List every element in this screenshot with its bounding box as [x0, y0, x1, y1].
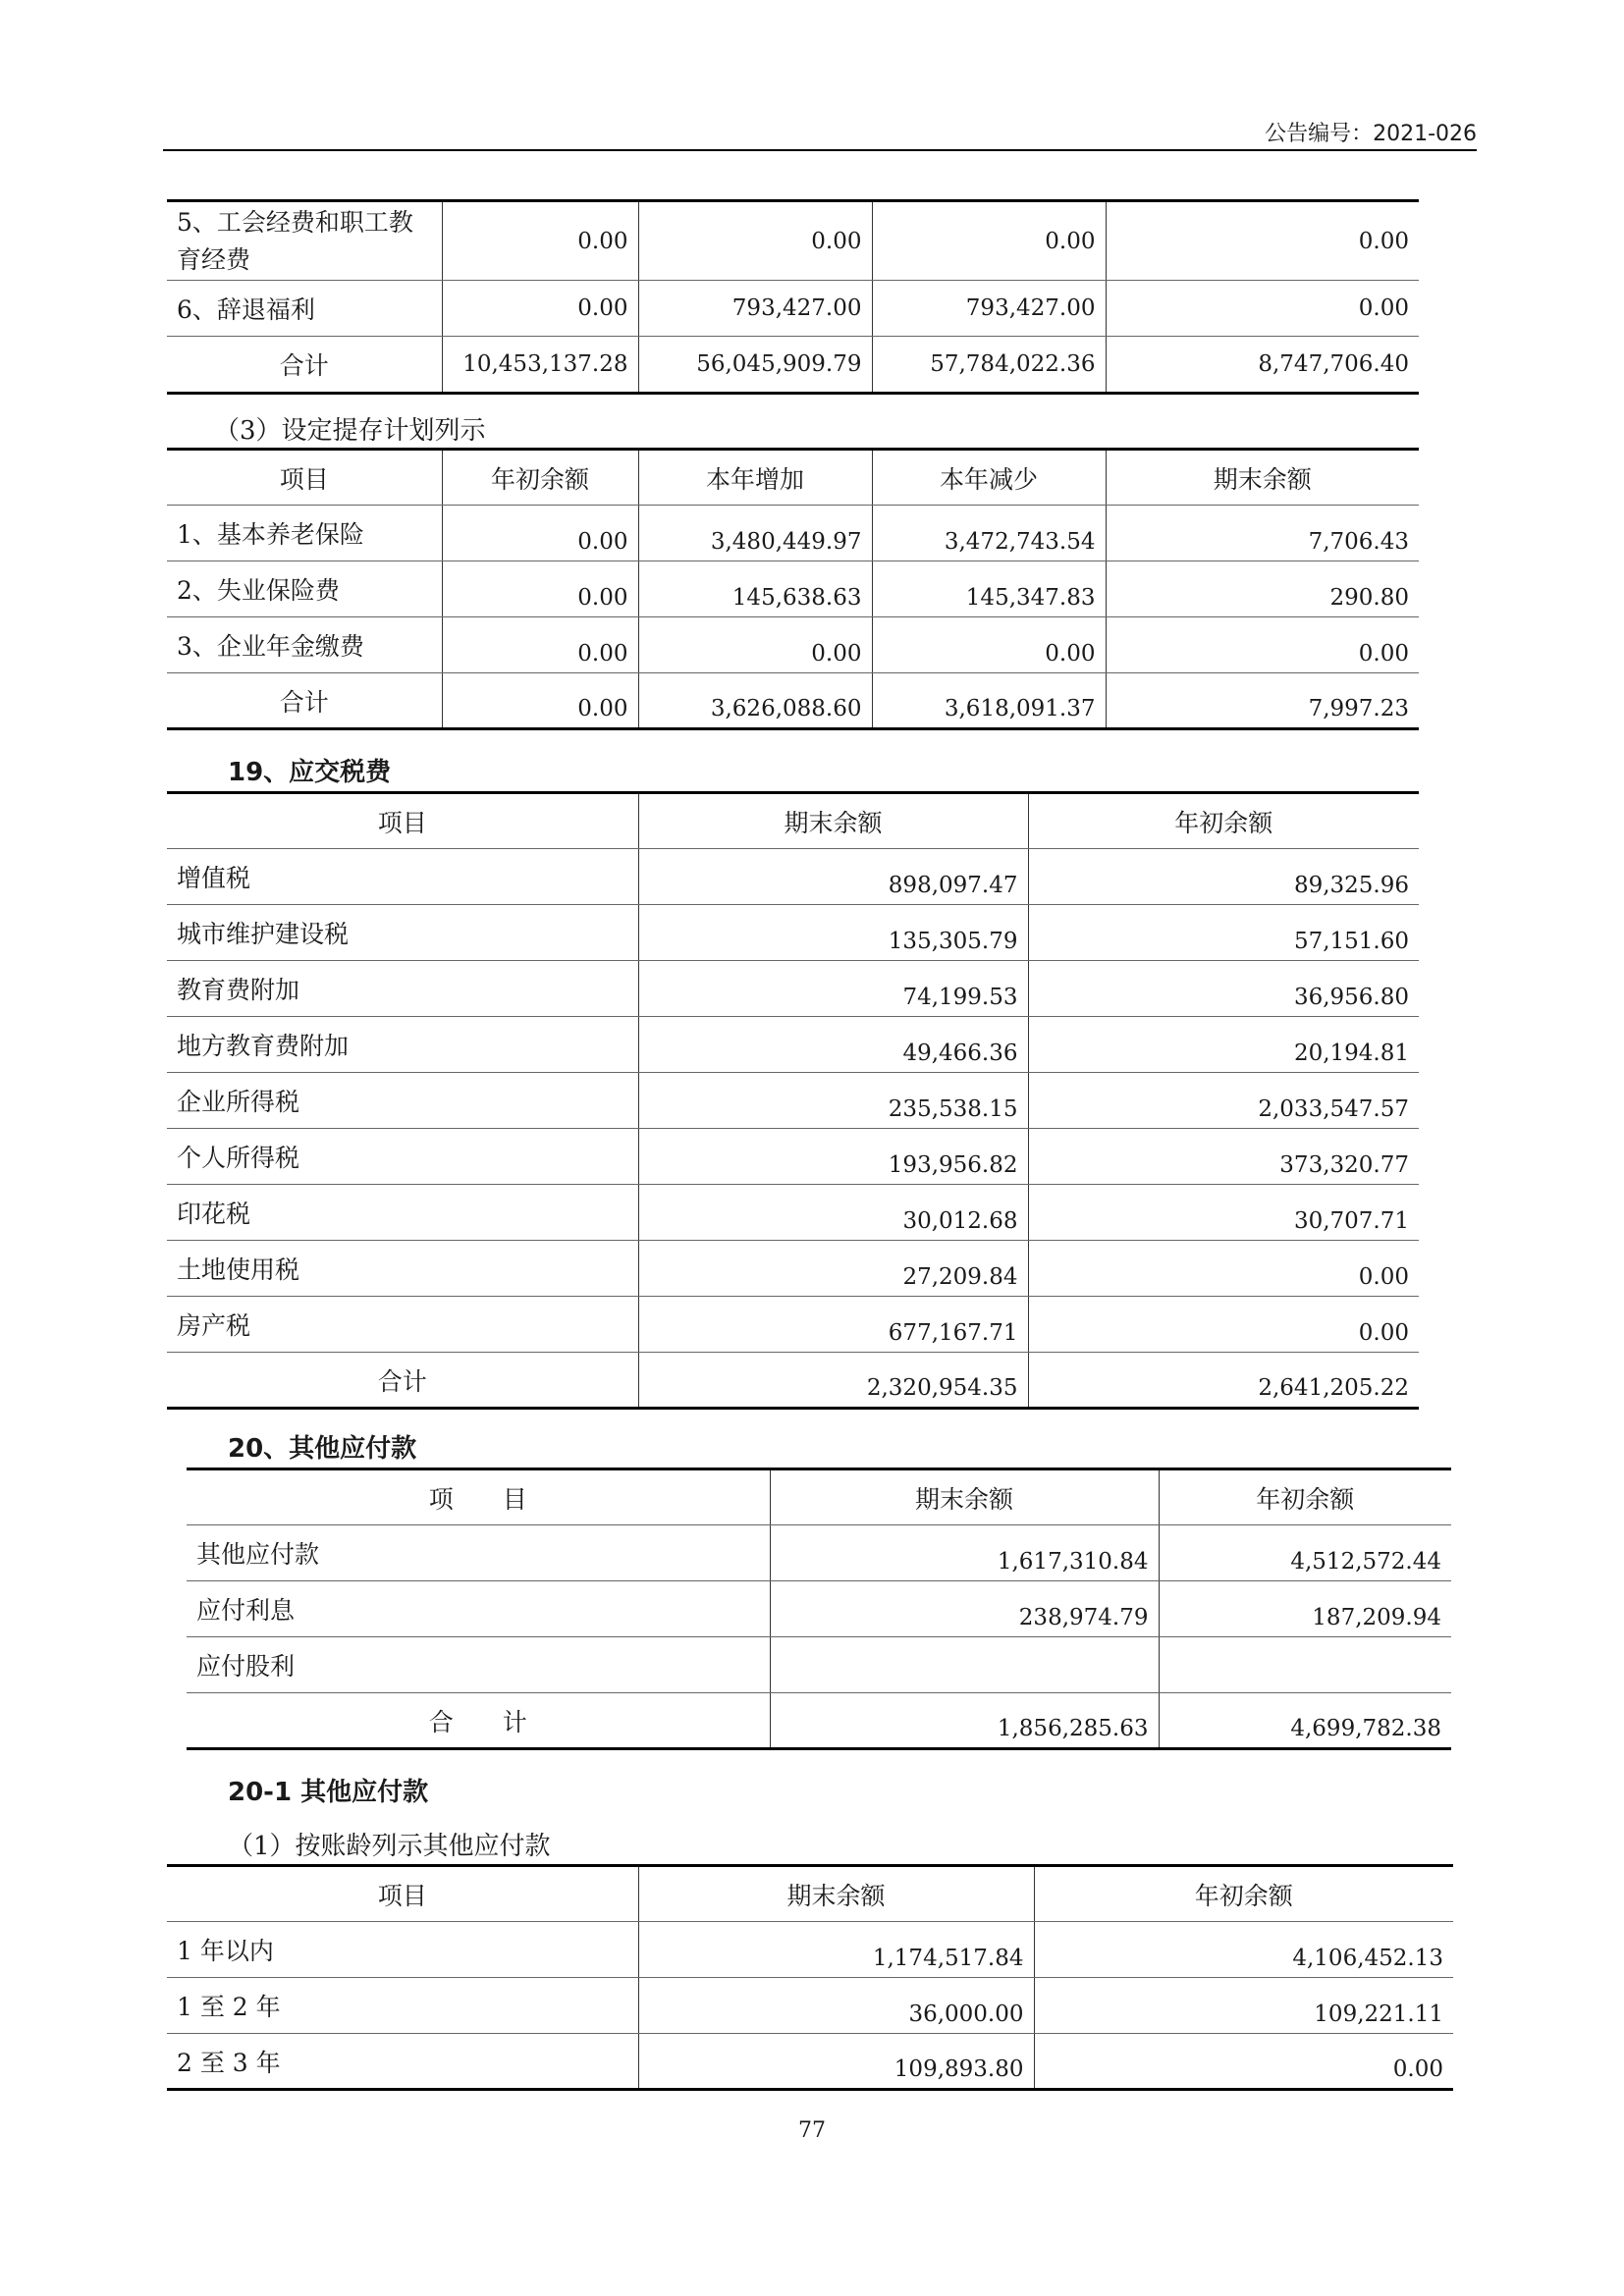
header-decrease: 本年减少: [872, 450, 1106, 506]
cell-increase: 0.00: [638, 201, 872, 281]
page-number: 77: [798, 2118, 826, 2143]
cell-end: 8,747,706.40: [1106, 337, 1419, 394]
cell-begin: 4,699,782.38: [1159, 1693, 1451, 1749]
section-title: （3）设定提存计划列示: [214, 416, 486, 446]
cell-end: 135,305.79: [638, 905, 1028, 961]
row-item: 合计: [167, 1353, 638, 1409]
cell-begin: 0.00: [1028, 1241, 1419, 1297]
row-item: 城市维护建设税: [167, 905, 638, 961]
table-row: [167, 1129, 1419, 1185]
cell-begin: 187,209.94: [1159, 1581, 1451, 1637]
row-item: 合计: [167, 673, 442, 729]
header-rule: [163, 149, 1477, 151]
defined-contribution-table: [167, 448, 1419, 730]
header-increase: 本年增加: [638, 450, 872, 506]
table-row: [167, 905, 1419, 961]
cell-end: 1,174,517.84: [638, 1922, 1034, 1978]
row-item: 合 计: [187, 1693, 770, 1749]
header-item: 项目: [167, 1866, 638, 1922]
table-row: [167, 2034, 1453, 2090]
section-title: 20、其他应付款: [228, 1434, 417, 1464]
cell-begin: 0.00: [442, 617, 638, 673]
table-row: [187, 1693, 1451, 1749]
table-row: [167, 1353, 1419, 1409]
table-row: [167, 849, 1419, 905]
header-end: 期末余额: [1106, 450, 1419, 506]
cell-end: 1,856,285.63: [770, 1693, 1159, 1749]
cell-decrease: 145,347.83: [872, 561, 1106, 617]
header-begin: 年初余额: [1028, 793, 1419, 849]
row-item: 2、失业保险费: [167, 561, 442, 617]
cell-end: 0.00: [1106, 281, 1419, 337]
table-row: [167, 281, 1419, 337]
cell-begin: 10,453,137.28: [442, 337, 638, 394]
cell-end: 677,167.71: [638, 1297, 1028, 1353]
table-row: [167, 1073, 1419, 1129]
cell-begin: 20,194.81: [1028, 1017, 1419, 1073]
row-item: 合计: [167, 337, 442, 394]
cell-begin: 30,707.71: [1028, 1185, 1419, 1241]
cell-begin: 0.00: [1034, 2034, 1453, 2090]
cell-end: 2,320,954.35: [638, 1353, 1028, 1409]
cell-increase: 793,427.00: [638, 281, 872, 337]
table-row: [167, 1185, 1419, 1241]
row-item: 应付利息: [187, 1581, 770, 1637]
table-row: [167, 1017, 1419, 1073]
header-begin: 年初余额: [442, 450, 638, 506]
cell-increase: 145,638.63: [638, 561, 872, 617]
header-begin: 年初余额: [1034, 1866, 1453, 1922]
row-item: 3、企业年金缴费: [167, 617, 442, 673]
table-header-row: [187, 1469, 1451, 1525]
header-item: 项目: [167, 793, 638, 849]
cell-begin: 0.00: [442, 673, 638, 729]
table-row: [167, 561, 1419, 617]
other-payables-table: [187, 1468, 1451, 1750]
cell-end: 238,974.79: [770, 1581, 1159, 1637]
cell-increase: 0.00: [638, 617, 872, 673]
row-item: 土地使用税: [167, 1241, 638, 1297]
cell-end: 1,617,310.84: [770, 1525, 1159, 1581]
row-item: 企业所得税: [167, 1073, 638, 1129]
cell-decrease: 3,472,743.54: [872, 506, 1106, 561]
cell-end: 36,000.00: [638, 1978, 1034, 2034]
cell-begin: 0.00: [442, 201, 638, 281]
employee-compensation-table-continued: [167, 199, 1419, 395]
cell-decrease: 3,618,091.37: [872, 673, 1106, 729]
cell-decrease: 0.00: [872, 617, 1106, 673]
cell-end: 49,466.36: [638, 1017, 1028, 1073]
row-item: 个人所得税: [167, 1129, 638, 1185]
table-row: [167, 201, 1419, 281]
cell-begin: [1159, 1637, 1451, 1693]
cell-end: 27,209.84: [638, 1241, 1028, 1297]
row-item: 其他应付款: [187, 1525, 770, 1581]
cell-begin: 0.00: [1028, 1297, 1419, 1353]
cell-end: 74,199.53: [638, 961, 1028, 1017]
row-item: 应付股利: [187, 1637, 770, 1693]
cell-decrease: 57,784,022.36: [872, 337, 1106, 394]
cell-begin: 2,641,205.22: [1028, 1353, 1419, 1409]
table-header-row: [167, 793, 1419, 849]
row-item: 1、基本养老保险: [167, 506, 442, 561]
row-item: 2 至 3 年: [167, 2034, 638, 2090]
table-row: [187, 1525, 1451, 1581]
row-item: 教育费附加: [167, 961, 638, 1017]
cell-begin: 36,956.80: [1028, 961, 1419, 1017]
cell-increase: 56,045,909.79: [638, 337, 872, 394]
table-row: [167, 506, 1419, 561]
cell-begin: 0.00: [442, 281, 638, 337]
cell-end: 0.00: [1106, 617, 1419, 673]
cell-end: 109,893.80: [638, 2034, 1034, 2090]
cell-end: 7,997.23: [1106, 673, 1419, 729]
cell-begin: 89,325.96: [1028, 849, 1419, 905]
cell-begin: 4,512,572.44: [1159, 1525, 1451, 1581]
header-end: 期末余额: [638, 793, 1028, 849]
cell-increase: 3,480,449.97: [638, 506, 872, 561]
section-title: 19、应交税费: [228, 758, 392, 787]
row-item: 1 至 2 年: [167, 1978, 638, 2034]
table-row: [187, 1581, 1451, 1637]
row-item: 1 年以内: [167, 1922, 638, 1978]
cell-begin: 0.00: [442, 506, 638, 561]
row-item: 地方教育费附加: [167, 1017, 638, 1073]
cell-end: 7,706.43: [1106, 506, 1419, 561]
cell-end: 193,956.82: [638, 1129, 1028, 1185]
taxes-payable-table: [167, 791, 1419, 1410]
cell-end: 235,538.15: [638, 1073, 1028, 1129]
row-item: 增值税: [167, 849, 638, 905]
section-title: 20-1 其他应付款: [228, 1778, 429, 1807]
cell-end: 290.80: [1106, 561, 1419, 617]
table-row: [187, 1637, 1451, 1693]
cell-begin: 109,221.11: [1034, 1978, 1453, 2034]
table-row: [167, 337, 1419, 394]
row-item: 5、工会经费和职工教育经费: [167, 201, 442, 281]
table-row: [167, 617, 1419, 673]
cell-begin: 57,151.60: [1028, 905, 1419, 961]
document-number: 公告编号：2021-026: [1265, 122, 1477, 146]
header-item: 项目: [167, 450, 442, 506]
table-row: [167, 1241, 1419, 1297]
table-row: [167, 1922, 1453, 1978]
header-item: 项 目: [187, 1469, 770, 1525]
table-row: [167, 673, 1419, 729]
cell-increase: 3,626,088.60: [638, 673, 872, 729]
cell-begin: 2,033,547.57: [1028, 1073, 1419, 1129]
cell-decrease: 0.00: [872, 201, 1106, 281]
table-header-row: [167, 450, 1419, 506]
cell-end: 0.00: [1106, 201, 1419, 281]
cell-begin: 0.00: [442, 561, 638, 617]
table-row: [167, 1978, 1453, 2034]
row-item: 6、辞退福利: [167, 281, 442, 337]
table-row: [167, 1297, 1419, 1353]
row-item: 印花税: [167, 1185, 638, 1241]
header-end: 期末余额: [638, 1866, 1034, 1922]
row-item: 房产税: [167, 1297, 638, 1353]
cell-end: [770, 1637, 1159, 1693]
cell-end: 30,012.68: [638, 1185, 1028, 1241]
table-header-row: [167, 1866, 1453, 1922]
section-subtitle: （1）按账龄列示其他应付款: [228, 1832, 551, 1861]
cell-begin: 373,320.77: [1028, 1129, 1419, 1185]
cell-decrease: 793,427.00: [872, 281, 1106, 337]
table-row: [167, 961, 1419, 1017]
other-payables-aging-table: [167, 1864, 1453, 2091]
header-begin: 年初余额: [1159, 1469, 1451, 1525]
header-end: 期末余额: [770, 1469, 1159, 1525]
cell-begin: 4,106,452.13: [1034, 1922, 1453, 1978]
cell-end: 898,097.47: [638, 849, 1028, 905]
